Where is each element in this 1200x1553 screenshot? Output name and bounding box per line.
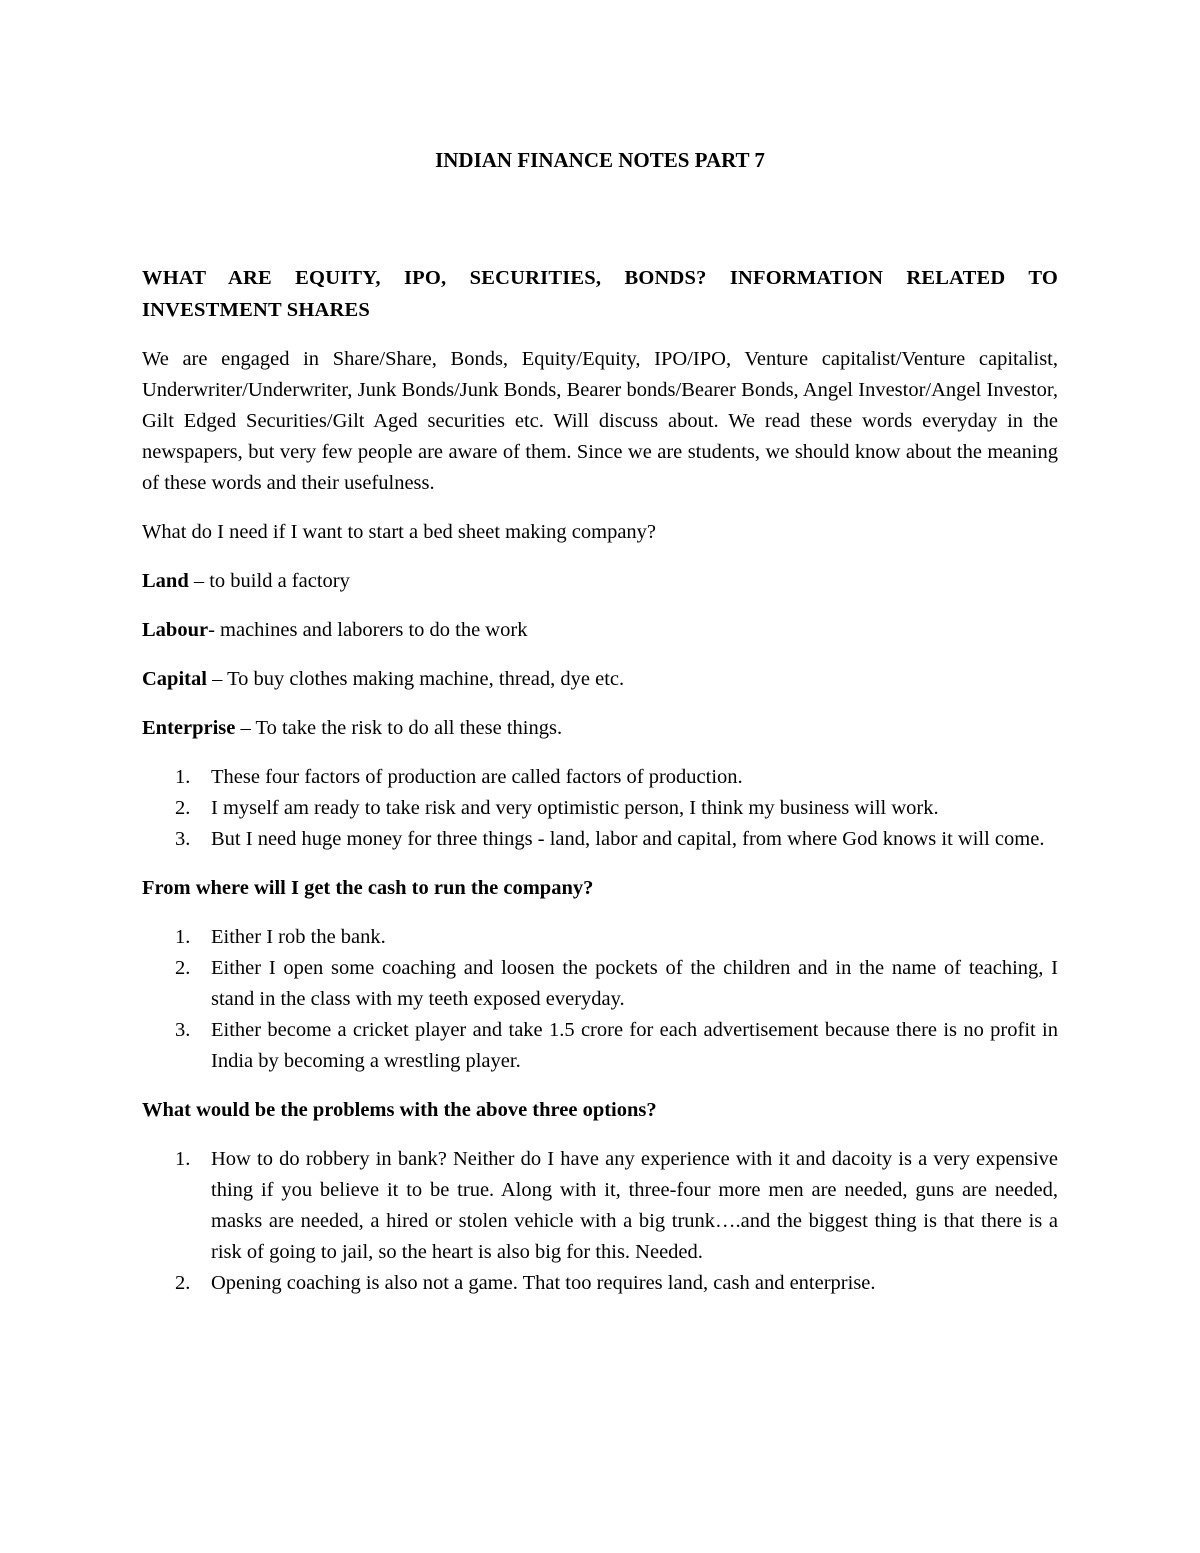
list-number: 1. [175, 766, 191, 788]
section-heading: WHAT ARE EQUITY, IPO, SECURITIES, BONDS? INFORMATION RELATED TO INVESTMENT SHARES [142, 267, 1058, 321]
list-number: 2. [175, 957, 191, 979]
list-item-text: How to do robbery in bank? Neither do I have any experience with it and dacoity is a very expensive thing if you believe it to be true. Along with it, three-four more men are needed, guns are needed, masks are needed, a hired or stolen vehicle with a big trunk….and the biggest thing is that there is a risk of going to jail, so the heart is also big for this. Needed. [211, 1148, 1058, 1263]
list-number: 2. [175, 797, 191, 819]
list-number: 1. [175, 926, 191, 948]
factor-term: Labour [142, 619, 209, 641]
factor-term: Land [142, 570, 189, 592]
factor-land [142, 566, 1058, 597]
intro-paragraph: We are engaged in Share/Share, Bonds, Equity/Equity, IPO/IPO, Venture capitalist/Venture capitalist, Underwriter/Underwriter, Junk Bonds/Junk Bonds, Bearer bonds/Bearer Bonds, Angel Investor/Angel Investor, Gilt Edged Securities/Gilt Aged securities etc. Will discuss about. We read these words everyday in the newspapers, but very few people are aware of them. Since we are students, we should know about the meaning of these words and their usefulness. [142, 348, 1058, 494]
list-item [142, 1015, 1058, 1077]
document-page [142, 140, 1058, 1317]
cash-options-list [142, 922, 1058, 1077]
list-number: 3. [175, 1019, 191, 1041]
list-item-text: I myself am ready to take risk and very optimistic person, I think my business will work. [211, 797, 939, 819]
list-item-text: These four factors of production are called factors of production. [211, 766, 743, 788]
list-item-text: Either I rob the bank. [211, 926, 386, 948]
list-item-text: Either become a cricket player and take 1.5 crore for each advertisement because there is no profit in India by becoming a wrestling player. [211, 1019, 1058, 1072]
list-item-text: But I need huge money for three things - land, labor and capital, from where God knows it will come. [211, 828, 1045, 850]
question-bed-sheet-company: What do I need if I want to start a bed sheet making company? [142, 521, 657, 543]
list-item [142, 1268, 1058, 1299]
factor-description: – to build a factory [188, 570, 350, 592]
factors-numbered-list [142, 762, 1058, 855]
document-title: INDIAN FINANCE NOTES PART 7 [435, 148, 765, 172]
factor-description: - machines and laborers to do the work [208, 619, 528, 641]
list-item-text: Either I open some coaching and loosen the pockets of the children and in the name of teaching, I stand in the class with my teeth exposed everyday. [211, 957, 1058, 1010]
problems-list [142, 1144, 1058, 1299]
list-item [142, 824, 1058, 855]
list-item [142, 793, 1058, 824]
factor-labour [142, 615, 1058, 646]
factor-enterprise [142, 713, 1058, 744]
list-item [142, 1144, 1058, 1268]
list-number: 2. [175, 1272, 191, 1294]
list-item [142, 762, 1058, 793]
list-number: 1. [175, 1148, 191, 1170]
factor-description: – To take the risk to do all these things. [235, 717, 563, 739]
factor-capital [142, 664, 1058, 695]
factor-description: – To buy clothes making machine, thread, dye etc. [206, 668, 625, 690]
list-item [142, 953, 1058, 1015]
factor-term: Enterprise [142, 717, 236, 739]
list-number: 3. [175, 828, 191, 850]
question-cash-source: From where will I get the cash to run the company? [142, 877, 594, 899]
list-item-text: Opening coaching is also not a game. That too requires land, cash and enterprise. [211, 1272, 876, 1294]
question-problems: What would be the problems with the above three options? [142, 1099, 657, 1121]
list-item [142, 922, 1058, 953]
factor-term: Capital [142, 668, 207, 690]
